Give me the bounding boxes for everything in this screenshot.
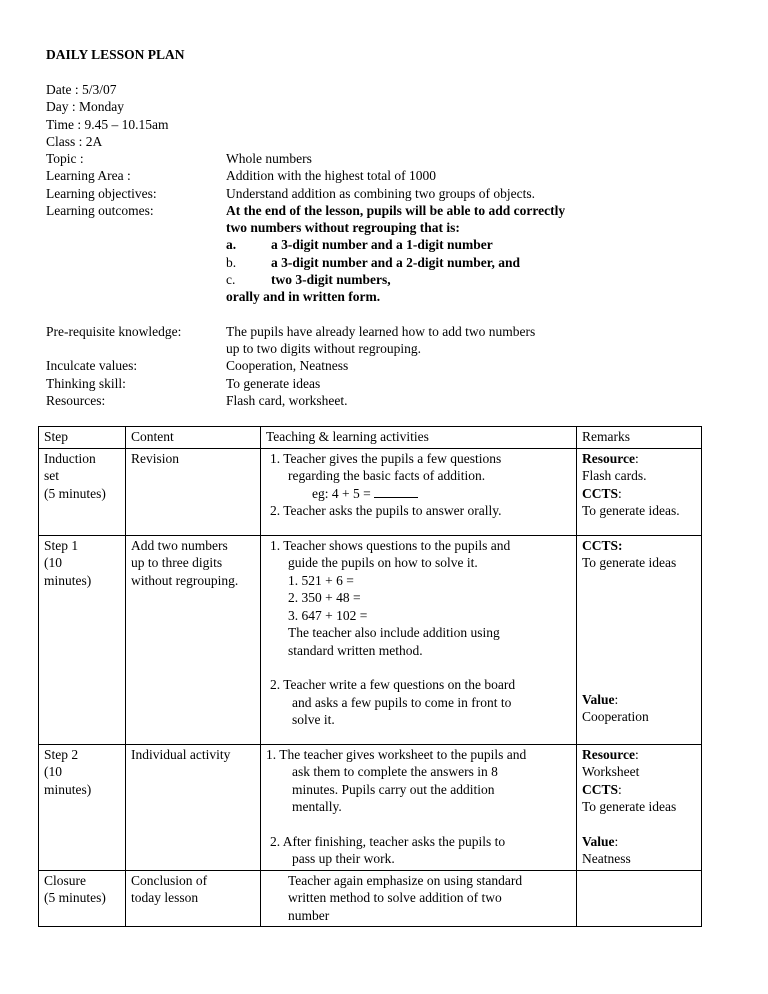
thinking-skill-label: Thinking skill: bbox=[46, 376, 126, 391]
prerequisite-label: Pre-requisite knowledge: bbox=[46, 324, 182, 339]
content-text: Individual activity bbox=[131, 746, 231, 762]
lesson-steps-table bbox=[38, 426, 702, 927]
activity-text: mentally. bbox=[292, 799, 342, 814]
step-text: (5 minutes) bbox=[44, 485, 106, 501]
remark-ccts-heading: CCTS: bbox=[582, 537, 623, 553]
step-text: set bbox=[44, 468, 59, 483]
activity-text: 2. Teacher asks the pupils to answer orally. bbox=[270, 503, 502, 518]
remark-text: Cooperation bbox=[582, 709, 649, 724]
induction-remarks-cell bbox=[577, 448, 702, 535]
activity-example: eg: 4 + 5 = bbox=[266, 485, 572, 503]
outcome-c-text: two 3-digit numbers, bbox=[271, 272, 391, 287]
remark-ccts-heading: CCTS: bbox=[582, 485, 622, 501]
table-header-row bbox=[39, 427, 702, 449]
closure-activities-cell bbox=[261, 870, 577, 927]
date-line: Date : 5/3/07 bbox=[46, 82, 117, 97]
table-row bbox=[39, 448, 702, 535]
activity-text: minutes. Pupils carry out the addition bbox=[292, 781, 495, 797]
remark-resource-heading: Resource: bbox=[582, 746, 639, 762]
remark-value-heading: Value: bbox=[582, 833, 619, 849]
activity-note: The teacher also include addition using bbox=[288, 625, 500, 640]
remark-text: To generate ideas bbox=[582, 799, 677, 814]
header-activities: Teaching & learning activities bbox=[261, 427, 577, 449]
values-value: Cooperation, Neatness bbox=[226, 358, 349, 373]
table-row bbox=[39, 744, 702, 870]
learning-outcomes-label: Learning outcomes: bbox=[46, 203, 154, 218]
content-text: today lesson bbox=[131, 890, 199, 905]
resources-value: Flash card, worksheet. bbox=[226, 393, 348, 408]
topic-value: Whole numbers bbox=[226, 151, 312, 166]
learning-objectives-value: Understand addition as combining two groups of objects. bbox=[226, 186, 535, 201]
step2-content-cell bbox=[126, 744, 261, 870]
closure-step-cell bbox=[39, 870, 126, 927]
activity-text: number bbox=[288, 907, 330, 923]
learning-outcomes-final: orally and in written form. bbox=[226, 289, 381, 304]
header-step: Step bbox=[39, 427, 126, 449]
learning-objectives-label: Learning objectives: bbox=[46, 186, 157, 201]
step-text: (10 bbox=[44, 555, 62, 570]
remark-value-heading: Value: bbox=[582, 691, 619, 707]
activity-text: written method to solve addition of two bbox=[288, 890, 502, 905]
header-content: Content bbox=[126, 427, 261, 449]
question-item: 1. 521 + 6 = bbox=[288, 572, 354, 588]
step1-step-cell bbox=[39, 535, 126, 744]
values-label: Inculcate values: bbox=[46, 358, 138, 373]
outcome-b-text: a 3-digit number and a 2-digit number, and bbox=[271, 255, 521, 270]
activity-text: 1. The teacher gives worksheet to the pupils and bbox=[266, 746, 527, 762]
activity-text: and asks a few pupils to come in front to bbox=[292, 694, 512, 710]
remark-text: To generate ideas bbox=[582, 555, 677, 570]
learning-outcomes-line1: At the end of the lesson, pupils will be able to add correctly bbox=[226, 203, 566, 218]
content-text: Conclusion of bbox=[131, 872, 208, 888]
step-text: (5 minutes) bbox=[44, 890, 106, 905]
header-remarks: Remarks bbox=[577, 427, 702, 449]
content-text: Revision bbox=[131, 450, 180, 466]
induction-step-cell bbox=[39, 448, 126, 535]
step-text: minutes) bbox=[44, 781, 92, 797]
question-item: 3. 647 + 102 = bbox=[288, 607, 368, 623]
content-text: without regrouping. bbox=[131, 572, 239, 588]
question-item: 2. 350 + 48 = bbox=[288, 590, 361, 605]
step2-activities-cell bbox=[261, 744, 577, 870]
table-row bbox=[39, 535, 702, 744]
learning-area-label: Learning Area : bbox=[46, 168, 131, 183]
activity-text: solve it. bbox=[292, 712, 335, 727]
table-row bbox=[39, 870, 702, 927]
learning-area-value: Addition with the highest total of 1000 bbox=[226, 168, 436, 183]
day-line: Day : Monday bbox=[46, 99, 124, 114]
step-text: (10 bbox=[44, 764, 62, 779]
resources-label: Resources: bbox=[46, 393, 106, 408]
thinking-skill-value: To generate ideas bbox=[226, 376, 321, 391]
activity-text: 1. Teacher gives the pupils a few questions bbox=[270, 450, 502, 466]
outcome-a-text: a 3-digit number and a 1-digit number bbox=[271, 237, 493, 252]
activity-text: guide the pupils on how to solve it. bbox=[288, 555, 478, 570]
step-text: Induction bbox=[44, 450, 96, 466]
activity-text: 2. Teacher write a few questions on the board bbox=[270, 677, 516, 692]
activity-note: standard written method. bbox=[288, 642, 423, 658]
step1-content-cell bbox=[126, 535, 261, 744]
time-line: Time : 9.45 – 10.15am bbox=[46, 117, 169, 132]
activity-text: regarding the basic facts of addition. bbox=[288, 468, 486, 483]
closure-content-cell bbox=[126, 870, 261, 927]
step1-activities-cell bbox=[261, 535, 577, 744]
step-text: Step 1 bbox=[44, 537, 79, 553]
closure-remarks-cell bbox=[577, 870, 702, 927]
activity-text: ask them to complete the answers in 8 bbox=[292, 764, 498, 779]
step1-remarks-cell bbox=[577, 535, 702, 744]
remark-text: Flash cards. bbox=[582, 468, 647, 483]
step2-remarks-cell bbox=[577, 744, 702, 870]
step-text: minutes) bbox=[44, 572, 92, 588]
step2-step-cell bbox=[39, 744, 126, 870]
learning-outcomes-line2: two numbers without regrouping that is: bbox=[226, 220, 460, 235]
step-text: Step 2 bbox=[44, 746, 79, 762]
activity-text: 1. Teacher shows questions to the pupils and bbox=[270, 537, 511, 553]
remark-text: Neatness bbox=[582, 851, 631, 866]
induction-activities-cell bbox=[261, 448, 577, 535]
remark-resource-heading: Resource: bbox=[582, 450, 639, 466]
class-line: Class : 2A bbox=[46, 134, 103, 149]
induction-content-cell bbox=[126, 448, 261, 535]
answer-blank bbox=[374, 485, 418, 498]
prerequisite-line1: The pupils have already learned how to add two numbers bbox=[226, 324, 536, 339]
remark-text: Worksheet bbox=[582, 764, 640, 779]
activity-text: Teacher again emphasize on using standard bbox=[288, 872, 523, 888]
step-text: Closure bbox=[44, 872, 86, 888]
outcome-a-marker: a. bbox=[226, 237, 237, 252]
prerequisite-line2: up to two digits without regrouping. bbox=[226, 341, 421, 356]
document-title: DAILY LESSON PLAN bbox=[46, 47, 185, 62]
outcome-b-marker: b. bbox=[226, 255, 237, 270]
activity-text: pass up their work. bbox=[292, 851, 395, 866]
remark-text: To generate ideas. bbox=[582, 503, 680, 518]
content-text: Add two numbers bbox=[131, 537, 228, 553]
content-text: up to three digits bbox=[131, 555, 223, 570]
activity-text: 2. After finishing, teacher asks the pupils to bbox=[270, 833, 506, 849]
outcome-c-marker: c. bbox=[226, 272, 236, 287]
remark-ccts-heading: CCTS: bbox=[582, 781, 622, 797]
topic-label: Topic : bbox=[46, 151, 84, 166]
